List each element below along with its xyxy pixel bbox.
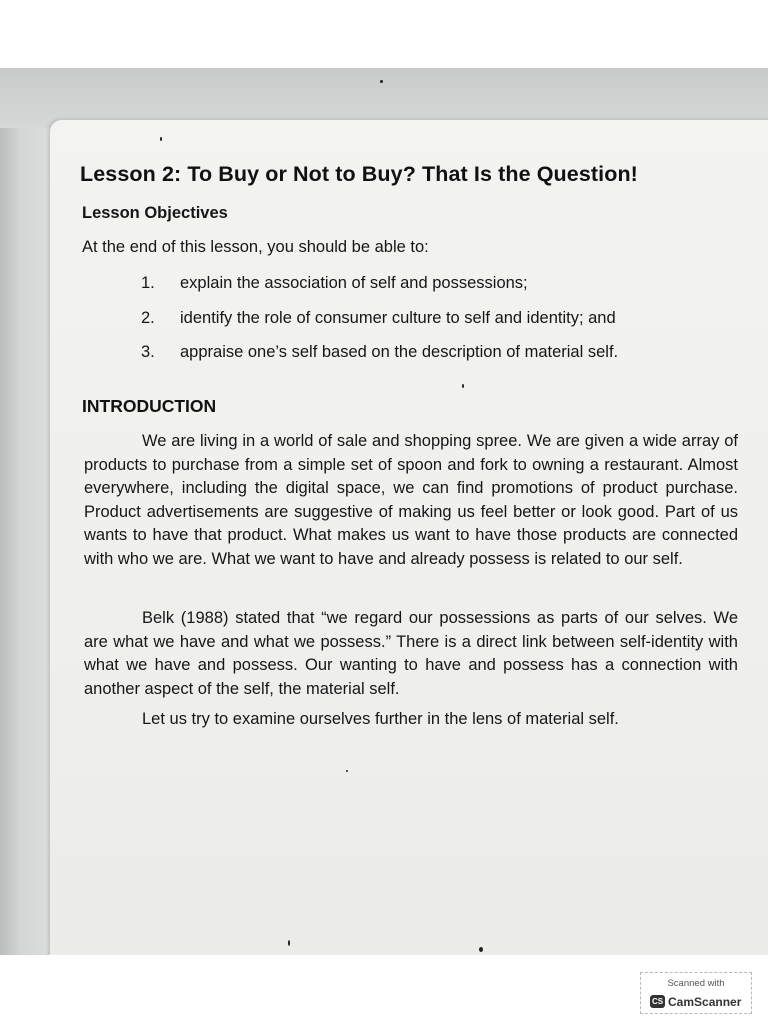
- introduction-paragraph: We are living in a world of sale and shopping spree. We are given a wide array of products to purchase from a simple set of spoon and fork to owning a restaurant. Almost everywhere, including the digital space, we can find promotions of product purchase. Product advertisements are suggestive of making us feel better or look good. Part of us wants to have that product. What makes us want to have those products are connected with who we are. What we want to have and already possess is related to our self.: [84, 432, 738, 568]
- scan-top-strip: [0, 68, 768, 128]
- lesson-title: Lesson 2: To Buy or Not to Buy? That Is the Question!: [80, 162, 638, 186]
- objective-text: explain the association of self and possessions;: [180, 274, 528, 292]
- introduction-paragraph: Belk (1988) stated that “we regard our possessions as parts of our selves. We are what we have and what we possess.” There is a direct link between self-identity with what we have and possess. Our wanting to have and possess has a connection with another aspect of the self, the material self.: [84, 609, 738, 698]
- objective-number: 1.: [141, 274, 155, 292]
- objectives-intro: At the end of this lesson, you should be able to:: [82, 238, 429, 256]
- dust-speck: [380, 80, 383, 83]
- camscanner-watermark: [640, 972, 752, 1014]
- introduction-heading: INTRODUCTION: [82, 396, 217, 416]
- dust-speck: [479, 947, 483, 952]
- dust-speck: [160, 137, 162, 141]
- dust-speck: [462, 384, 464, 388]
- scanned-with-label: Scanned with: [667, 978, 725, 989]
- introduction-paragraph: Let us try to examine ourselves further in the lens of material self.: [142, 710, 619, 728]
- objective-text: appraise one’s self based on the description of material self.: [180, 343, 619, 361]
- objectives-heading: Lesson Objectives: [82, 204, 228, 222]
- objective-number: 2.: [141, 309, 155, 327]
- camscanner-brand: CamScanner: [668, 994, 742, 1009]
- camscanner-icon: CS: [651, 997, 664, 1007]
- camscanner-logo: [650, 993, 741, 1011]
- objective-text: identify the role of consumer culture to self and identity; and: [180, 309, 616, 327]
- dust-speck: [346, 770, 348, 772]
- objective-number: 3.: [141, 343, 155, 361]
- dust-speck: [288, 940, 290, 946]
